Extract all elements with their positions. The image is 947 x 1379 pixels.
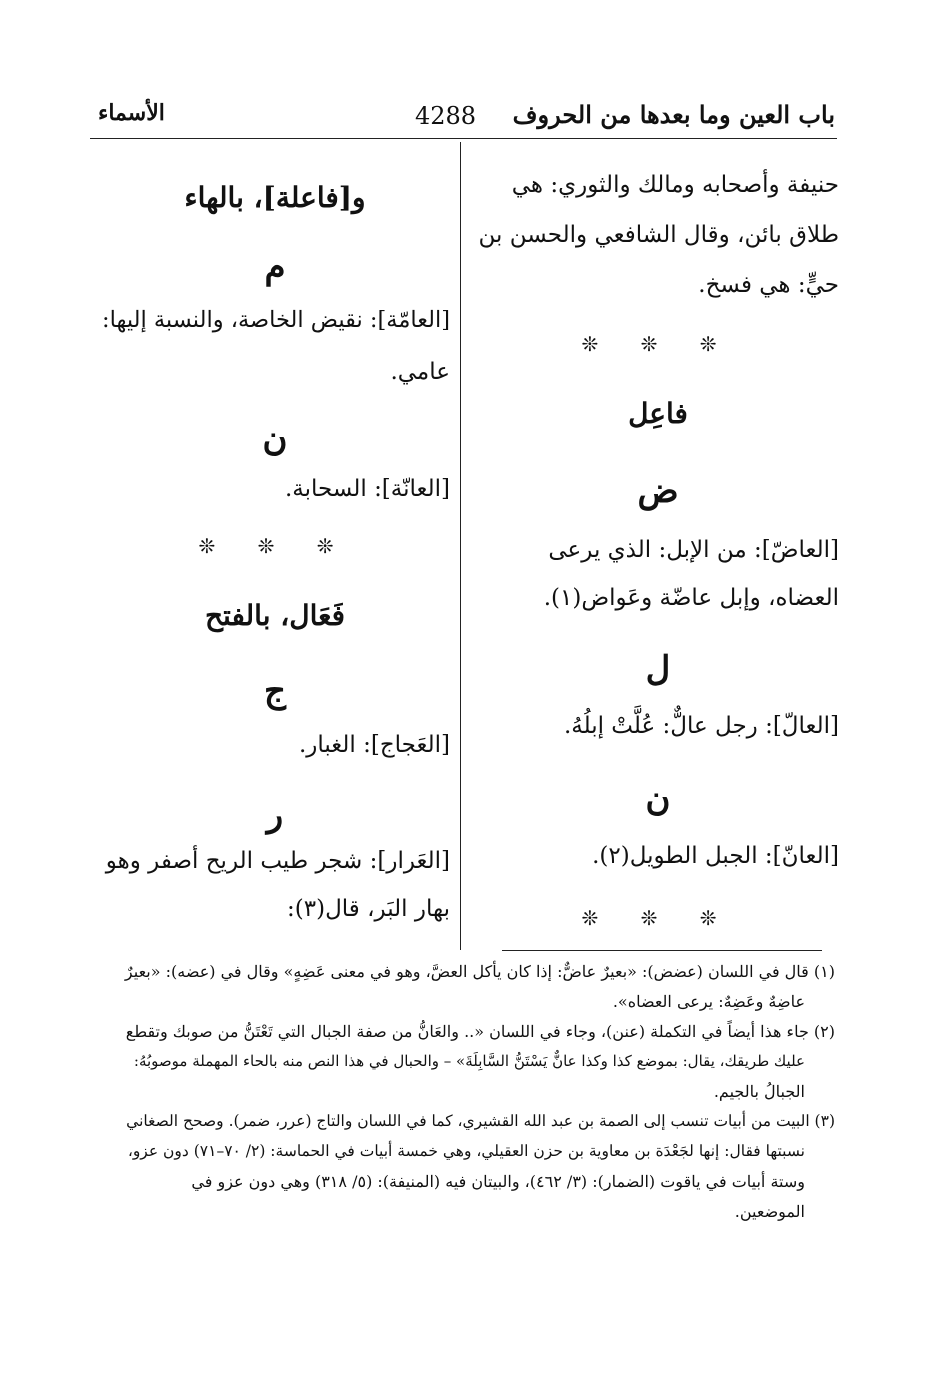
- entry-line: [العامّة]: نقيض الخاصة، والنسبة إليها:: [102, 307, 450, 333]
- text-line: طلاق بائن، وقال الشافعي والحسن بن: [478, 222, 839, 248]
- section-separator: ❊ ❊ ❊: [581, 906, 735, 930]
- entry-line: [العالّ]: رجل عالٌّ: عُلَّتْ إبلُهُ.: [563, 713, 839, 739]
- page-number: 4288: [415, 102, 477, 130]
- footnote-line: (٣) البيت من أبيات تنسب إلى الصمة بن عبد الله القشيري، كما في اللسان والتاج (عرر، ضمر). وصحح الصغاني: [126, 1112, 835, 1130]
- column-divider: [460, 142, 461, 950]
- section-title: الأسماء: [98, 100, 165, 126]
- section-heading: فاعِل: [628, 397, 688, 430]
- entry-line: [العَرار]: شجر طيب الريح أصفر وهو: [105, 848, 450, 874]
- section-heading: و[فاعلة]، بالهاء: [184, 181, 366, 214]
- entry-line: [العانّ]: الجبل الطويل(٢).: [592, 843, 839, 869]
- letter-heading: ن: [262, 419, 288, 459]
- section-separator: ❊ ❊ ❊: [198, 534, 352, 558]
- letter-heading: ل: [645, 649, 671, 689]
- entry-line: عامي.: [390, 359, 450, 385]
- letter-heading: ج: [264, 671, 286, 711]
- letter-heading: ر: [266, 795, 284, 835]
- entry-line: [العاضّ]: من الإبل: الذي يرعى: [548, 537, 839, 563]
- footnote-line: الموضعين.: [734, 1202, 805, 1221]
- section-separator: ❊ ❊ ❊: [581, 332, 735, 356]
- footnote-line: (١) قال في اللسان (عضض): «بعيرٌ عاضٌّ: إذا كان يأكل العضَّ، وهو في معنى عَضِهٍ» وقال في (عضه): «بعيرٌ: [124, 962, 835, 981]
- entry-line: العضاه، وإبل عاضّة وعَواض(١).: [543, 585, 839, 611]
- letter-heading: ن: [645, 779, 671, 819]
- letter-heading: م: [264, 247, 286, 287]
- section-heading: فَعَال، بالفتح: [204, 599, 346, 632]
- footnote-line: عليك طريقك، يقال: بموضع كذا وكذا عانٌّ يَسْتَنُّ السَّابِلَةَ» – والحبال في هذا النص منه بالحاء المهملة موصوبُهُ:: [133, 1052, 805, 1070]
- text-line: حيٍّ: هي فسخ.: [698, 272, 839, 298]
- footnote-line: (٢) جاء هذا أيضاً في التكملة (عنن)، وجاء في اللسان «.. والعَانُّ من صفة الجبال التي تَعْتَنُّ من صوبك وتقطع: [125, 1022, 835, 1041]
- footnote-line: الجبالُ بالجيم.: [713, 1082, 805, 1101]
- text-line: حنيفة وأصحابه ومالك والثوري: هي: [511, 172, 839, 198]
- footnote-line: وستة أبيات في ياقوت (الضمار): (٣/ ٤٦٢)، والبيتان فيه (المنيفة): (٥/ ٣١٨) وهي دون عزو في: [191, 1172, 805, 1191]
- footnote-line: عاضِهٌ وعَضِهٌ: يرعى العضاه».: [612, 992, 805, 1011]
- header-divider: [90, 138, 837, 139]
- entry-line: بهار البَر، قال(٣):: [287, 896, 450, 922]
- footnote-divider: [502, 950, 822, 951]
- entry-line: [العَجاج]: الغبار.: [298, 732, 450, 758]
- entry-line: [العانّة]: السحابة.: [284, 476, 450, 502]
- footnote-line: نسبتها فقال: إنها لجَعْدَة بن معاوية بن حزن العقيلي، وهي خمسة أبيات في الحماسة: (٢/ ٧٠–٧١) دون عزو،: [127, 1142, 805, 1160]
- chapter-title: باب العين وما بعدها من الحروف: [512, 100, 835, 129]
- letter-heading: ض: [637, 471, 679, 511]
